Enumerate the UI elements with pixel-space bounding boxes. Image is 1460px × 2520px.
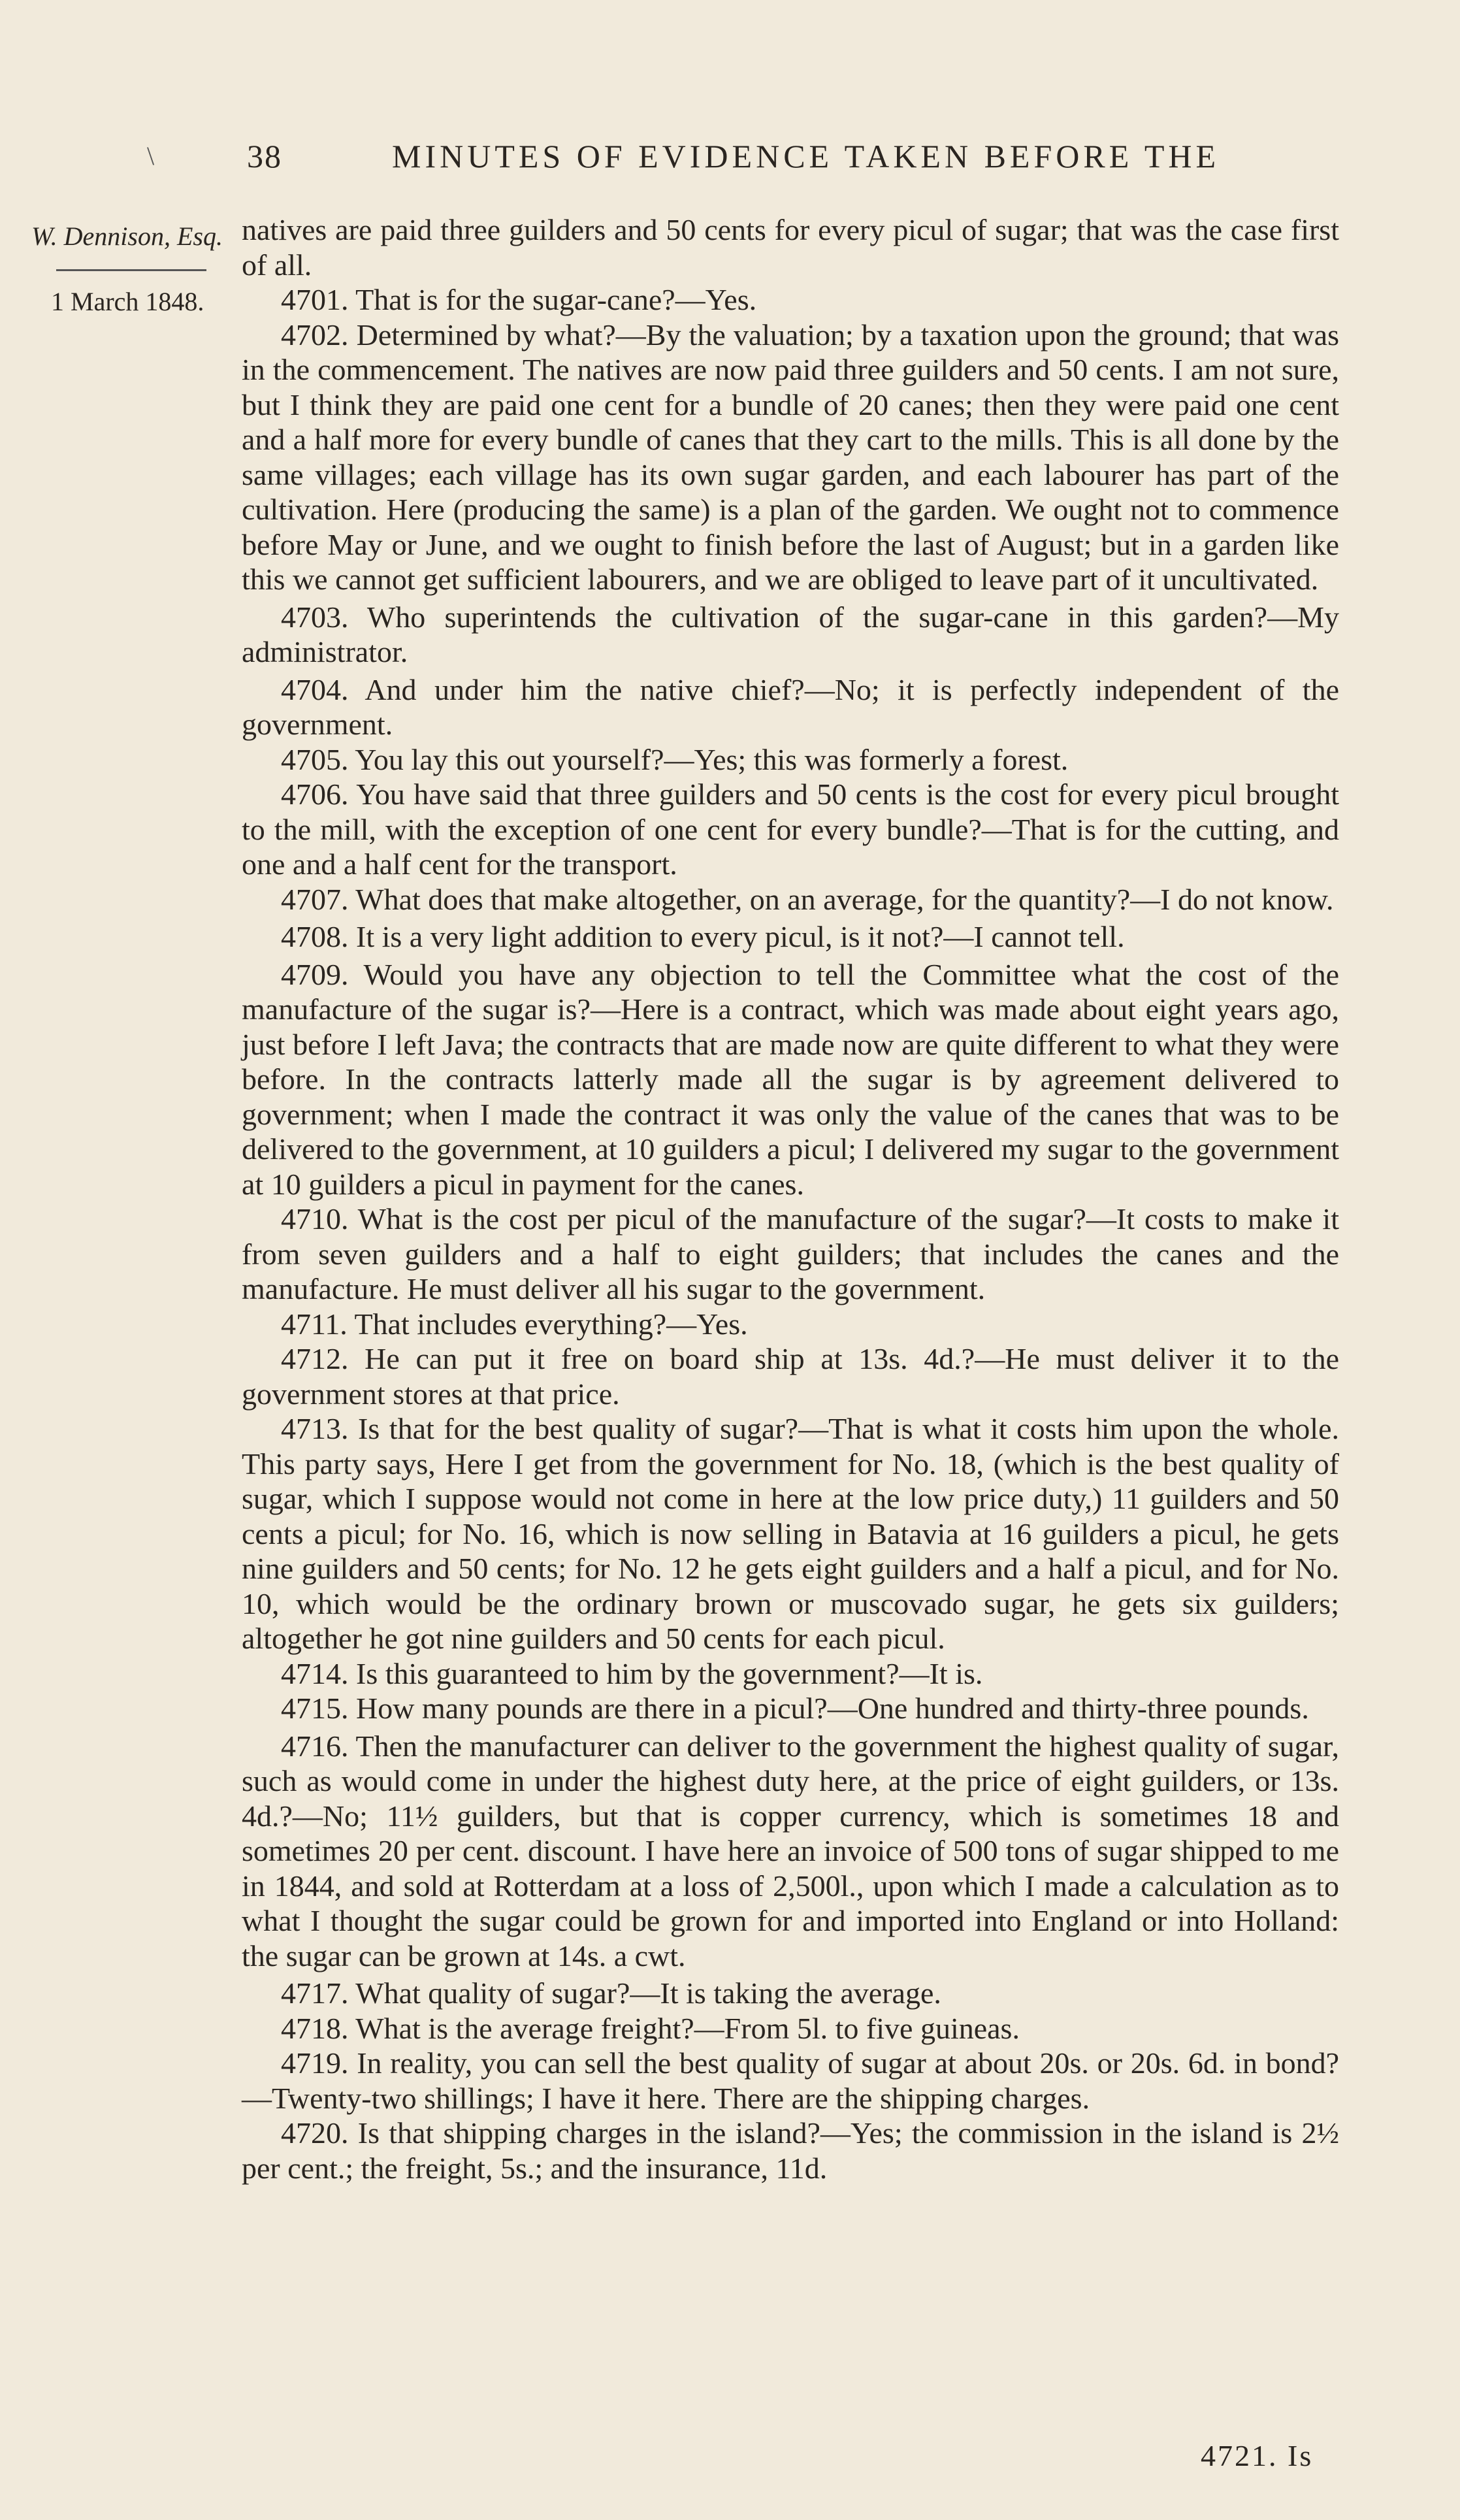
paragraph: 4720. Is that shipping charges in the island?—Yes; the commission in the island is 2½ per cent.; the freight, 5s.; and the insurance, 11d. xyxy=(242,2116,1339,2185)
paragraph: 4712. He can put it free on board ship at 13s. 4d.?—He must deliver it to the government stores at that price. xyxy=(242,1342,1339,1411)
sidenote-witness xyxy=(31,221,223,252)
paragraph: 4704. And under him the native chief?—No; it is perfectly independent of the government. xyxy=(242,672,1339,741)
paragraph: 4703. Who superintends the cultivation of the sugar-cane in this garden?—My administrator. xyxy=(242,600,1339,668)
paragraph: 4719. In reality, you can sell the best quality of sugar at about 20s. or 20s. 6d. in bond?—Twenty-two shillings; I have it here. There are the shipping charges. xyxy=(242,2046,1339,2115)
page-number: 38 xyxy=(247,138,282,174)
sidenote-rule xyxy=(56,269,206,271)
paragraph: 4710. What is the cost per picul of the manufacture of the sugar?—It costs to make it from seven guilders and a half to eight guilders; that includes the canes and the manufacture. He must deliver all his sugar to the government. xyxy=(242,1202,1339,1305)
paragraph: 4716. Then the manufacturer can deliver to the government the highest quality of sugar, such as would come in under the highest duty here, at the price of eight guilders, or 13s. 4d.?—No; 11½ guilders, but that is copper currency, which is sometimes 18 and sometimes 20 per cent. discount. I have here an invoice of 500 tons of sugar shipped to me in 1844, and sold at Rotterdam at a loss of 2,500l., upon which I made a calculation as to what I thought the sugar could be grown for and imported into England or into Holland: the sugar can be grown at 14s. a cwt. xyxy=(242,1729,1339,1972)
paragraph: 4708. It is a very light addition to every picul, is it not?—I cannot tell. xyxy=(281,920,1125,953)
paragraph: 4717. What quality of sugar?—It is taking the average. xyxy=(281,1976,941,2010)
paragraph: 4714. Is this guaranteed to him by the government?—It is. xyxy=(281,1656,983,1690)
paragraph: 4718. What is the average freight?—From 5l. to five guineas. xyxy=(281,2011,1020,2045)
paragraph: 4713. Is that for the best quality of sugar?—That is what it costs him upon the whole. This party says, Here I get from the government for No. 18, (which is the best quality of sugar, which I suppose would not come in here at the low price duty,) 11 guilders and 50 cents a picul; for No. 16, which is now selling in Batavia at 16 guilders a picul, he gets nine guilders and 50 cents; for No. 12 he gets eight guilders and a half a picul, and for No. 10, which would be the ordinary brown or muscovado sugar, he gets six guilders; altogether he got nine guilders and 50 cents for each picul. xyxy=(242,1412,1339,1655)
paragraph: 4707. What does that make altogether, on an average, for the quantity?—I do not know. xyxy=(281,882,1334,916)
body-text xyxy=(242,212,1339,2185)
paragraph: 4701. That is for the sugar-cane?—Yes. xyxy=(281,283,757,316)
paragraph: 4706. You have said that three guilders and 50 cents is the cost for every picul brought to the mill, with the exception of one cent for every bundle?—That is for the cutting, and one and a half cent for the transport. xyxy=(242,777,1339,881)
witness-name: W. Dennison, Esq. xyxy=(31,221,223,251)
paragraph: natives are paid three guilders and 50 cents for every picul of sugar; that was the case first of all. xyxy=(242,213,1339,282)
running-head: MINUTES OF EVIDENCE TAKEN BEFORE THE xyxy=(392,138,1220,174)
paragraph: 4715. How many pounds are there in a picul?—One hundred and thirty-three pounds. xyxy=(281,1692,1309,1725)
margin-mark: \ xyxy=(147,141,155,171)
paragraph: 4702. Determined by what?—By the valuation; by a taxation upon the ground; that was in the commencement. The natives are now paid three guilders and 50 cents. I am not sure, but I think they are paid one cent for a bundle of 20 canes; then they were paid one cent and a half more for every bundle of canes that they cart to the mills. This is all done by the same villages; each village has its own sugar garden, and each labourer has part of the cultivation. Here (producing the same) is a plan of the garden. We ought not to commence before May or June, and we ought to finish before the last of August; but in a garden like this we cannot get sufficient labourers, and we are obliged to leave part of it uncultivated. xyxy=(242,318,1339,596)
paragraph: 4709. Would you have any objection to tell the Committee what the cost of the manufacture of the sugar is?—Here is a contract, which was made about eight years ago, just before I left Java; the contracts that are made now are quite different to what they were before. In the contracts latterly made all the sugar is by agreement delivered to government; when I made the contract it was only the value of the canes that was to be delivered to the government, at 10 guilders a picul; I delivered my sugar to the government at 10 guilders a picul in payment for the canes. xyxy=(242,957,1339,1201)
sidenote-date: 1 March 1848. xyxy=(51,287,204,316)
paragraph: 4705. You lay this out yourself?—Yes; this was formerly a forest. xyxy=(281,742,1069,776)
catchword: 4721. Is xyxy=(1201,2439,1314,2472)
paragraph: 4711. That includes everything?—Yes. xyxy=(281,1307,748,1341)
